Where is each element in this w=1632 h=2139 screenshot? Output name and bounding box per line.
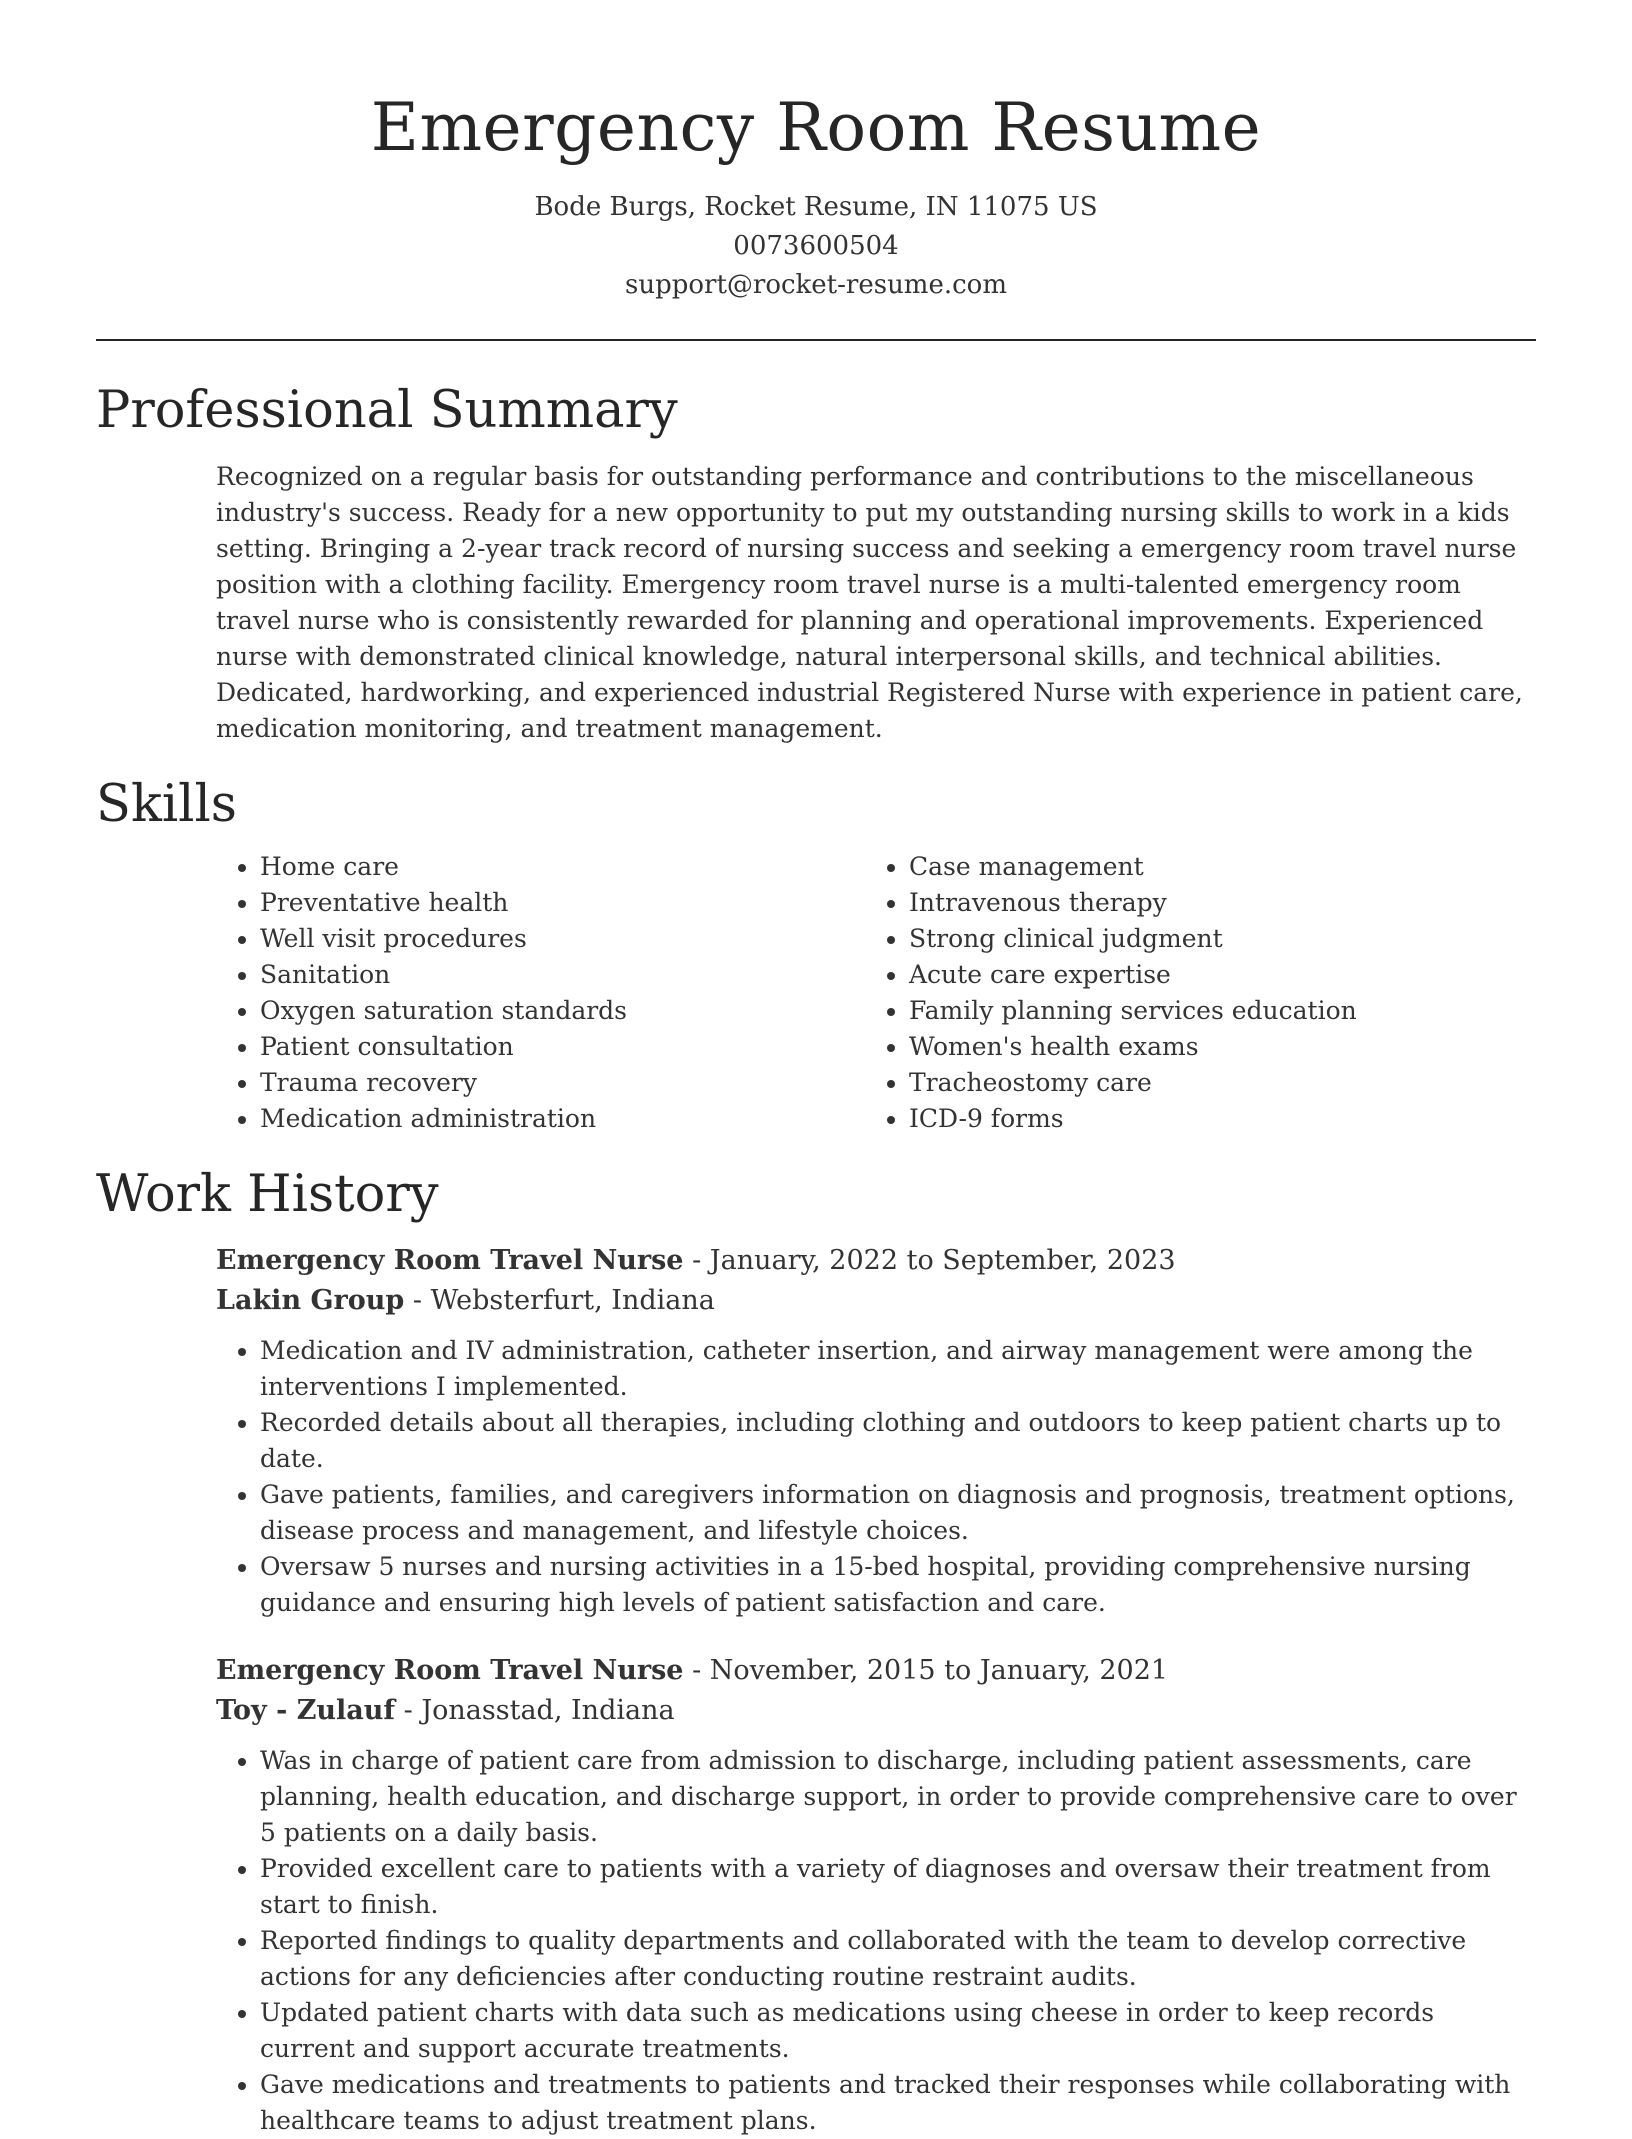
job-title-line: [216, 1651, 1536, 1691]
skills-heading: Skills: [96, 775, 237, 834]
skills-column-right: [865, 849, 1514, 1137]
job-entry: [216, 1241, 1536, 1621]
summary-heading: Professional Summary: [96, 381, 678, 440]
resume-title: Emergency Room Resume: [370, 89, 1262, 166]
skill-item: • Preventative health: [260, 885, 865, 921]
job-title-line: [216, 1241, 1536, 1281]
contact-info: [96, 188, 1536, 305]
job-location: - Jonasstad, Indiana: [395, 1695, 675, 1726]
skill-item: • Strong clinical judgment: [909, 921, 1514, 957]
skill-item: • Patient consultation: [260, 1029, 865, 1065]
skill-item: • Home care: [260, 849, 865, 885]
job-bullets: [216, 1333, 1536, 1621]
skill-item: • Women's health exams: [909, 1029, 1514, 1065]
job-bullet: • Gave medications and treatments to patients and tracked their responses while collaborating with healthcare teams to adjust treatment plans.: [260, 2067, 1536, 2139]
job-company: Toy - Zulauf: [216, 1695, 396, 1726]
job-bullet: • Recorded details about all therapies, including clothing and outdoors to keep patient charts up to date.: [260, 1405, 1536, 1477]
resume-header: [96, 0, 1536, 305]
job-bullet: • Gave patients, families, and caregivers information on diagnosis and prognosis, treatment options, disease process and management, and lifestyle choices.: [260, 1477, 1536, 1549]
skill-item: • Case management: [909, 849, 1514, 885]
job-company: Lakin Group: [216, 1285, 405, 1316]
skill-item: • ICD-9 forms: [909, 1101, 1514, 1137]
contact-address: Bode Burgs, Rocket Resume, IN 11075 US: [534, 192, 1098, 222]
resume-page: [96, 0, 1536, 2139]
header-divider: [96, 339, 1536, 341]
job-bullet: • Medication and IV administration, catheter insertion, and airway management were among the interventions I implemented.: [260, 1333, 1536, 1405]
skills-list: [216, 849, 1536, 1137]
job-company-line: [216, 1281, 1536, 1321]
job-title: Emergency Room Travel Nurse: [216, 1245, 684, 1276]
job-bullet: • Was in charge of patient care from admission to discharge, including patient assessments, care planning, health education, and discharge support, in order to provide comprehensive care to over 5 patients on a daily basis.: [260, 1743, 1536, 1851]
job-bullet: • Updated patient charts with data such as medications using cheese in order to keep records current and support accurate treatments.: [260, 1995, 1536, 2067]
skill-item: • Acute care expertise: [909, 957, 1514, 993]
skill-item: • Medication administration: [260, 1101, 865, 1137]
contact-phone: 0073600504: [733, 231, 899, 261]
skill-item: • Oxygen saturation standards: [260, 993, 865, 1029]
contact-email: support@rocket-resume.com: [624, 270, 1007, 300]
job-bullet: • Reported findings to quality departments and collaborated with the team to develop corrective actions for any deficiencies after conducting routine restraint audits.: [260, 1923, 1536, 1995]
skill-item: • Intravenous therapy: [909, 885, 1514, 921]
job-company-line: [216, 1691, 1536, 1731]
job-bullets: [216, 1743, 1536, 2139]
job-bullet: • Oversaw 5 nurses and nursing activities in a 15-bed hospital, providing comprehensive nursing guidance and ensuring high levels of patient satisfaction and care.: [260, 1549, 1536, 1621]
job-bullet: • Provided excellent care to patients with a variety of diagnoses and oversaw their treatment from start to finish.: [260, 1851, 1536, 1923]
job-dates: - November, 2015 to January, 2021: [683, 1655, 1169, 1686]
summary-text: Recognized on a regular basis for outstanding performance and contributions to the miscellaneous industry's success. Ready for a new opportunity to put my outstanding nursing skills to work in a kids setting. Bringing a 2-year track record of nursing success and seeking a emergency room travel nurse position with a clothing facility. Emergency room travel nurse is a multi-talented emergency room travel nurse who is consistently rewarded for planning and operational improvements. Experienced nurse with demonstrated clinical knowledge, natural interpersonal skills, and technical abilities. Dedicated, hardworking, and experienced industrial Registered Nurse with experience in patient care, medication monitoring, and treatment management.: [216, 462, 1523, 743]
job-dates: - January, 2022 to September, 2023: [683, 1245, 1176, 1276]
skill-item: • Well visit procedures: [260, 921, 865, 957]
skill-item: • Family planning services education: [909, 993, 1514, 1029]
job-location: - Websterfurt, Indiana: [404, 1285, 715, 1316]
skill-item: • Trauma recovery: [260, 1065, 865, 1101]
work-history-heading: Work History: [96, 1165, 439, 1224]
skill-item: • Tracheostomy care: [909, 1065, 1514, 1101]
skill-item: • Sanitation: [260, 957, 865, 993]
job-entry: [216, 1651, 1536, 2139]
skills-column-left: [216, 849, 865, 1137]
job-title: Emergency Room Travel Nurse: [216, 1655, 684, 1686]
